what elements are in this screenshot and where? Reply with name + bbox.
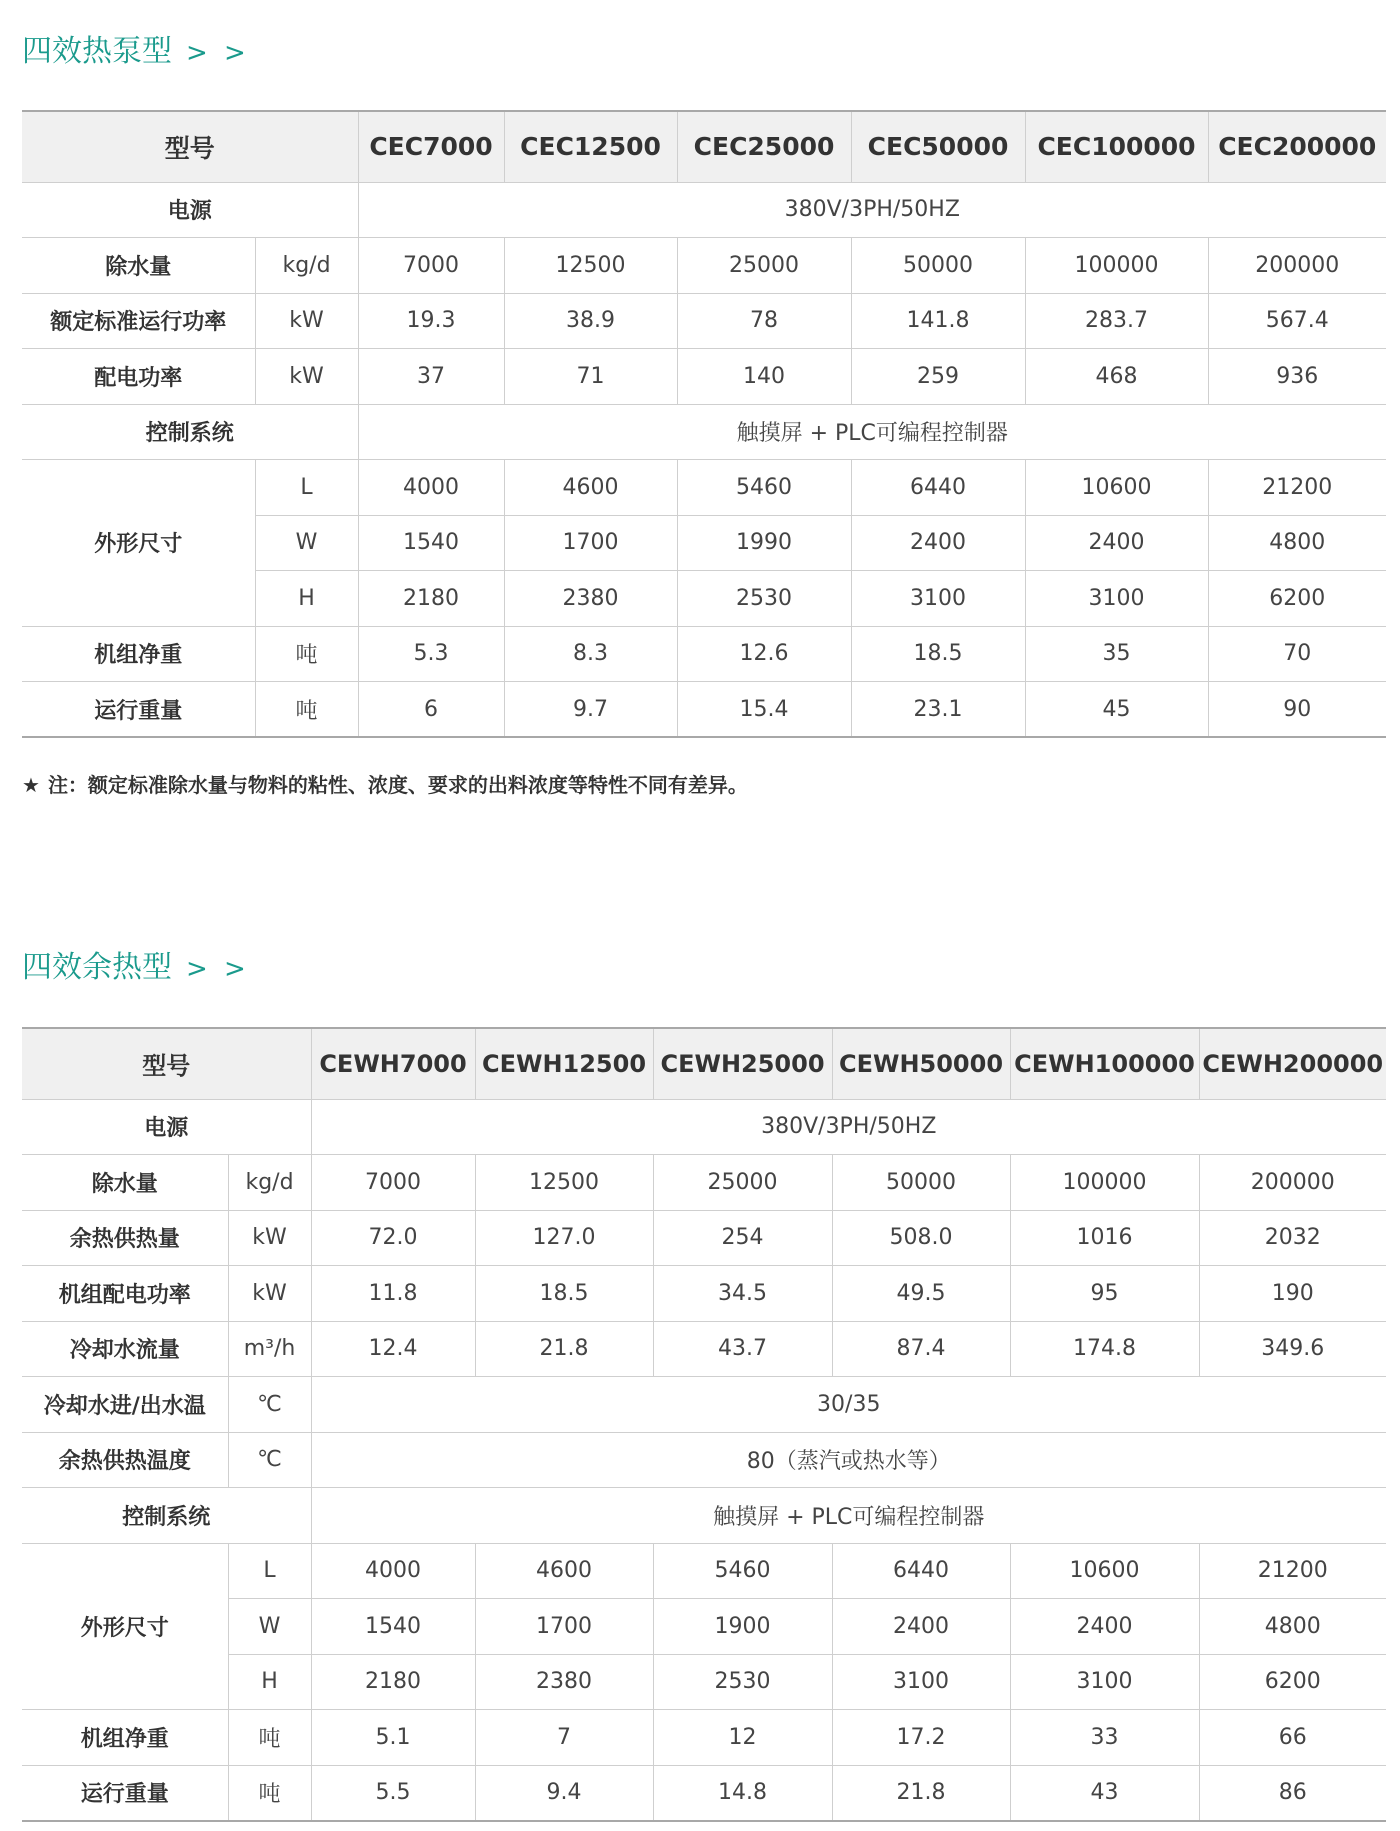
table-cell: 5.1: [311, 1710, 475, 1766]
table-row: [22, 349, 1386, 405]
row-unit: H: [228, 1654, 311, 1710]
section-arrows: > >: [186, 954, 250, 984]
row-label: 配电功率: [22, 349, 255, 405]
table-row: [22, 1432, 1386, 1488]
table-cell: 349.6: [1199, 1321, 1386, 1377]
model-cell: CEC7000: [358, 111, 504, 182]
model-cell: CEC25000: [677, 111, 851, 182]
table-row: [22, 1210, 1386, 1266]
table-row: [22, 1710, 1386, 1766]
table-cell: 4800: [1199, 1599, 1386, 1655]
table-cell: 95: [1010, 1266, 1199, 1322]
table-cell: 1016: [1010, 1210, 1199, 1266]
table-cell: 10600: [1010, 1543, 1199, 1599]
table-cell: 66: [1199, 1710, 1386, 1766]
table-cell: 4000: [358, 460, 504, 516]
table-cell: 4000: [311, 1543, 475, 1599]
table-row: [22, 1266, 1386, 1322]
table-cell: 2380: [504, 571, 677, 627]
merged-value: 30/35: [311, 1377, 1386, 1433]
table-cell: 2530: [653, 1654, 832, 1710]
table-cell: 23.1: [851, 682, 1025, 738]
table-cell: 12500: [504, 238, 677, 294]
spec-table-waste-heat: [22, 1027, 1386, 1822]
table-row: [22, 626, 1386, 682]
table-cell: 12: [653, 1710, 832, 1766]
table-cell: 2400: [851, 515, 1025, 571]
table-cell: 936: [1208, 349, 1386, 405]
row-label: 除水量: [22, 1155, 228, 1211]
table-cell: 43.7: [653, 1321, 832, 1377]
merged-value: 触摸屏 + PLC可编程控制器: [311, 1488, 1386, 1544]
row-unit: 吨: [228, 1710, 311, 1766]
table-cell: 7000: [358, 238, 504, 294]
merged-value: 380V/3PH/50HZ: [311, 1099, 1386, 1155]
table-cell: 508.0: [832, 1210, 1010, 1266]
table-cell: 1990: [677, 515, 851, 571]
table-cell: 5.5: [311, 1765, 475, 1821]
table-header-row: [22, 111, 1386, 182]
table-cell: 5460: [653, 1543, 832, 1599]
table-cell: 254: [653, 1210, 832, 1266]
section-title-waste-heat: [22, 948, 250, 989]
row-label: 余热供热量: [22, 1210, 228, 1266]
table-row: [22, 1765, 1386, 1821]
table-cell: 49.5: [832, 1266, 1010, 1322]
row-label: 外形尺寸: [22, 460, 255, 627]
table-cell: 5.3: [358, 626, 504, 682]
table-row: [22, 1377, 1386, 1433]
table-header-row: [22, 1028, 1386, 1099]
table-cell: 37: [358, 349, 504, 405]
table-cell: 2400: [1010, 1599, 1199, 1655]
table-cell: 21.8: [475, 1321, 653, 1377]
table-cell: 6440: [832, 1543, 1010, 1599]
model-header: 型号: [22, 1028, 311, 1099]
model-cell: CEWH200000: [1199, 1028, 1386, 1099]
table-cell: 8.3: [504, 626, 677, 682]
table-cell: 21200: [1208, 460, 1386, 516]
table-cell: 3100: [832, 1654, 1010, 1710]
row-unit: kW: [255, 349, 358, 405]
table-cell: 5460: [677, 460, 851, 516]
model-cell: CEWH50000: [832, 1028, 1010, 1099]
table-cell: 1900: [653, 1599, 832, 1655]
model-cell: CEC12500: [504, 111, 677, 182]
table-cell: 2400: [1025, 515, 1208, 571]
table-cell: 4800: [1208, 515, 1386, 571]
table-cell: 259: [851, 349, 1025, 405]
table-cell: 283.7: [1025, 293, 1208, 349]
row-label: 冷却水流量: [22, 1321, 228, 1377]
table-cell: 3100: [1010, 1654, 1199, 1710]
table-cell: 70: [1208, 626, 1386, 682]
row-unit: kW: [228, 1210, 311, 1266]
table-cell: 21.8: [832, 1765, 1010, 1821]
table-row: [22, 1488, 1386, 1544]
star-icon: ★: [22, 773, 40, 797]
table-row: [22, 1543, 1386, 1599]
model-cell: CEWH100000: [1010, 1028, 1199, 1099]
table-cell: 72.0: [311, 1210, 475, 1266]
row-label: 冷却水进/出水温: [22, 1377, 228, 1433]
table-cell: 2032: [1199, 1210, 1386, 1266]
table-cell: 10600: [1025, 460, 1208, 516]
section-title-heat-pump: [22, 32, 250, 73]
row-unit: L: [228, 1543, 311, 1599]
table-row: [22, 460, 1386, 516]
table-cell: 567.4: [1208, 293, 1386, 349]
row-unit: 吨: [255, 626, 358, 682]
table-cell: 468: [1025, 349, 1208, 405]
row-label: 电源: [22, 1099, 311, 1155]
table-row: [22, 1321, 1386, 1377]
table-cell: 21200: [1199, 1543, 1386, 1599]
row-label: 机组净重: [22, 1710, 228, 1766]
table-cell: 9.7: [504, 682, 677, 738]
table-cell: 3100: [1025, 571, 1208, 627]
model-cell: CEC200000: [1208, 111, 1386, 182]
row-unit: kW: [255, 293, 358, 349]
table-cell: 200000: [1199, 1155, 1386, 1211]
footnote-text: 注：额定标准除水量与物料的粘性、浓度、要求的出料浓度等特性不同有差异。: [47, 773, 748, 797]
section-title-text: 四效余热型: [22, 950, 172, 985]
table-cell: 38.9: [504, 293, 677, 349]
table-cell: 2380: [475, 1654, 653, 1710]
model-header: 型号: [22, 111, 358, 182]
table-cell: 4600: [504, 460, 677, 516]
table-row: [22, 682, 1386, 738]
table-cell: 71: [504, 349, 677, 405]
table-cell: 25000: [653, 1155, 832, 1211]
row-label: 额定标准运行功率: [22, 293, 255, 349]
table-row: [22, 404, 1386, 460]
model-cell: CEWH7000: [311, 1028, 475, 1099]
table-cell: 200000: [1208, 238, 1386, 294]
table-cell: 100000: [1010, 1155, 1199, 1211]
table-cell: 90: [1208, 682, 1386, 738]
merged-value: 80（蒸汽或热水等）: [311, 1432, 1386, 1488]
row-label: 外形尺寸: [22, 1543, 228, 1710]
table-cell: 7: [475, 1710, 653, 1766]
row-label: 电源: [22, 182, 358, 238]
table-row: [22, 182, 1386, 238]
table-cell: 4600: [475, 1543, 653, 1599]
row-unit: H: [255, 571, 358, 627]
footnote: [22, 769, 748, 798]
table-cell: 14.8: [653, 1765, 832, 1821]
table-cell: 6: [358, 682, 504, 738]
table-cell: 1700: [504, 515, 677, 571]
row-unit: 吨: [255, 682, 358, 738]
table-row: [22, 1099, 1386, 1155]
table-cell: 18.5: [475, 1266, 653, 1322]
row-unit: kg/d: [255, 238, 358, 294]
table-cell: 2530: [677, 571, 851, 627]
table-cell: 1540: [311, 1599, 475, 1655]
table-cell: 174.8: [1010, 1321, 1199, 1377]
table-cell: 11.8: [311, 1266, 475, 1322]
table-cell: 50000: [832, 1155, 1010, 1211]
table-cell: 6200: [1208, 571, 1386, 627]
row-label: 除水量: [22, 238, 255, 294]
merged-value: 触摸屏 + PLC可编程控制器: [358, 404, 1386, 460]
table-cell: 12500: [475, 1155, 653, 1211]
table-cell: 12.4: [311, 1321, 475, 1377]
section-arrows: > >: [186, 38, 250, 68]
row-unit: L: [255, 460, 358, 516]
table-cell: 7000: [311, 1155, 475, 1211]
table-cell: 127.0: [475, 1210, 653, 1266]
table-cell: 3100: [851, 571, 1025, 627]
row-label: 运行重量: [22, 682, 255, 738]
row-label: 控制系统: [22, 404, 358, 460]
table-cell: 100000: [1025, 238, 1208, 294]
section-title-text: 四效热泵型: [22, 34, 172, 69]
table-cell: 45: [1025, 682, 1208, 738]
spec-table-heat-pump: [22, 110, 1386, 738]
row-unit: kg/d: [228, 1155, 311, 1211]
table-cell: 6440: [851, 460, 1025, 516]
table-cell: 87.4: [832, 1321, 1010, 1377]
table-cell: 2180: [358, 571, 504, 627]
model-cell: CEC50000: [851, 111, 1025, 182]
table-cell: 1700: [475, 1599, 653, 1655]
row-unit: ℃: [228, 1377, 311, 1433]
table-cell: 86: [1199, 1765, 1386, 1821]
row-label: 余热供热温度: [22, 1432, 228, 1488]
table-cell: 190: [1199, 1266, 1386, 1322]
row-label: 控制系统: [22, 1488, 311, 1544]
table-cell: 15.4: [677, 682, 851, 738]
model-cell: CEWH12500: [475, 1028, 653, 1099]
table-cell: 25000: [677, 238, 851, 294]
table-cell: 34.5: [653, 1266, 832, 1322]
table-cell: 35: [1025, 626, 1208, 682]
row-label: 机组净重: [22, 626, 255, 682]
table-cell: 140: [677, 349, 851, 405]
row-label: 机组配电功率: [22, 1266, 228, 1322]
table-cell: 2400: [832, 1599, 1010, 1655]
table-cell: 33: [1010, 1710, 1199, 1766]
row-unit: m³/h: [228, 1321, 311, 1377]
merged-value: 380V/3PH/50HZ: [358, 182, 1386, 238]
table-cell: 17.2: [832, 1710, 1010, 1766]
model-cell: CEWH25000: [653, 1028, 832, 1099]
table-cell: 12.6: [677, 626, 851, 682]
table-cell: 9.4: [475, 1765, 653, 1821]
row-unit: kW: [228, 1266, 311, 1322]
table-cell: 19.3: [358, 293, 504, 349]
row-unit: ℃: [228, 1432, 311, 1488]
table-row: [22, 293, 1386, 349]
row-unit: 吨: [228, 1765, 311, 1821]
table-cell: 18.5: [851, 626, 1025, 682]
table-row: [22, 238, 1386, 294]
table-cell: 2180: [311, 1654, 475, 1710]
row-unit: W: [228, 1599, 311, 1655]
row-label: 运行重量: [22, 1765, 228, 1821]
table-cell: 6200: [1199, 1654, 1386, 1710]
table-cell: 50000: [851, 238, 1025, 294]
row-unit: W: [255, 515, 358, 571]
table-cell: 141.8: [851, 293, 1025, 349]
table-cell: 1540: [358, 515, 504, 571]
table-row: [22, 1155, 1386, 1211]
table-cell: 43: [1010, 1765, 1199, 1821]
table-cell: 78: [677, 293, 851, 349]
model-cell: CEC100000: [1025, 111, 1208, 182]
